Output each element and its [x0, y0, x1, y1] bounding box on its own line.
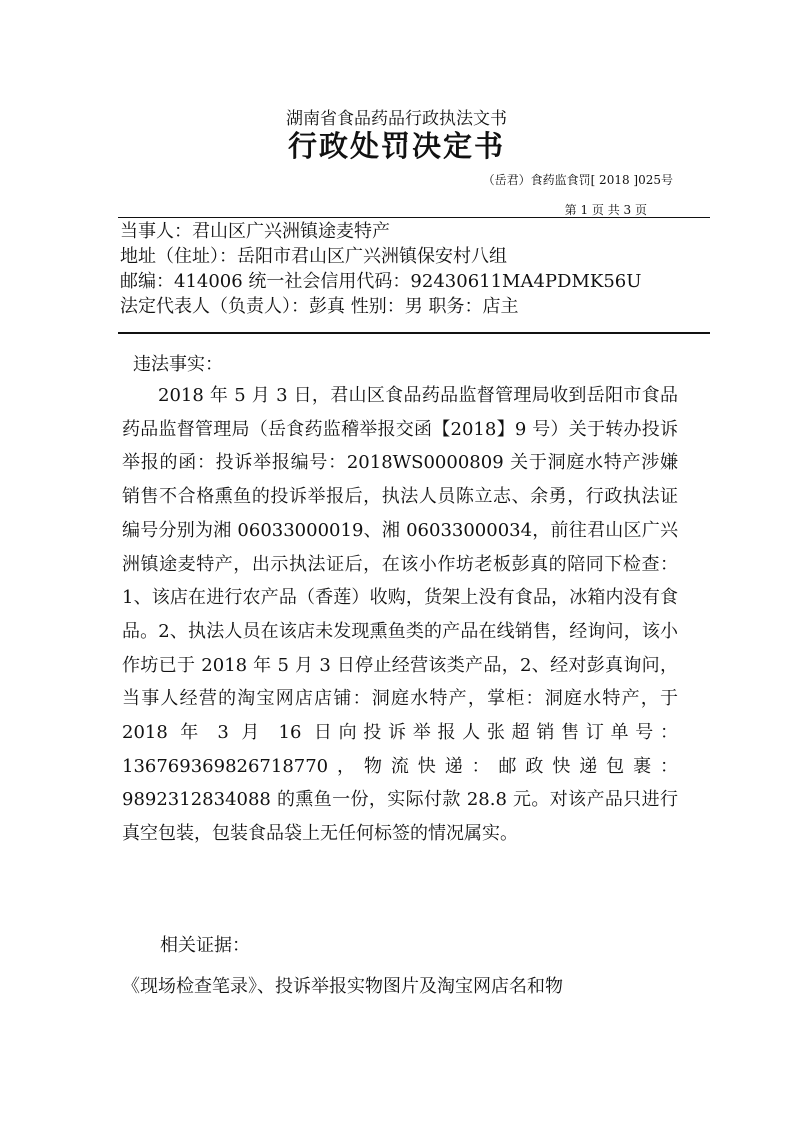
document-number: （岳君）食药监食罚[ 2018 ]025号 [482, 173, 673, 187]
facts-label: 违法事实： [133, 354, 223, 375]
header-divider [118, 217, 710, 218]
party-divider [118, 332, 710, 334]
evidence-text: 《现场检查笔录》、投诉举报实物图片及淘宝网店名和物 [122, 976, 563, 997]
issuing-agency-line: 湖南省食品药品行政执法文书 [286, 109, 507, 129]
party-address: 地址（住址）：岳阳市君山区广兴洲镇保安村八组 [120, 246, 507, 267]
party-postcode-credit-code: 邮编：414006 统一社会信用代码：92430611MA4PDMK56U [120, 271, 642, 292]
party-name: 当事人：君山区广兴洲镇途麦特产 [120, 221, 390, 242]
evidence-label: 相关证据： [160, 935, 250, 956]
party-legal-representative: 法定代表人（负责人）：彭真 性别：男 职务：店主 [120, 296, 519, 317]
page-info: 第 1 页 共 3 页 [564, 203, 647, 217]
facts-body [122, 379, 678, 851]
document-title: 行政处罚决定书 [287, 129, 505, 163]
facts-paragraph: 2018 年 5 月 3 日，君山区食品药品监督管理局收到岳阳市食品药品监督管理局（岳食药监稽举报交函【2018】9 号）关于转办投诉举报的函：投诉举报编号：2018WS0000809 关于洞庭水特产涉嫌销售不合格熏鱼的投诉举报后，执法人员陈立志、余勇，行政执法证编号分别为湘 06033000019、湘 06033000034，前往君山区广兴洲镇途麦特产，出示执法证后，在该小作坊老板彭真的陪同下检查：1、该店在进行农产品（香莲）收购，货架上没有食品，冰箱内没有食品。2、执法人员在该店未发现熏鱼类的产品在线销售，经询问，该小作坊已于 2018 年 5 月 3 日停止经营该类产品，2、经对彭真询问，当事人经营的淘宝网店店铺：洞庭水特产，掌柜：洞庭水特产，于 2018 年 3 月 16 日向投诉举报人张超销售订单号：136769369826718770，物流快递：邮政快递包裹：9892312834088 的熏鱼一份，实际付款 28.8 元。对该产品只进行真空包装，包装食品袋上无任何标签的情况属实。 [122, 385, 678, 845]
